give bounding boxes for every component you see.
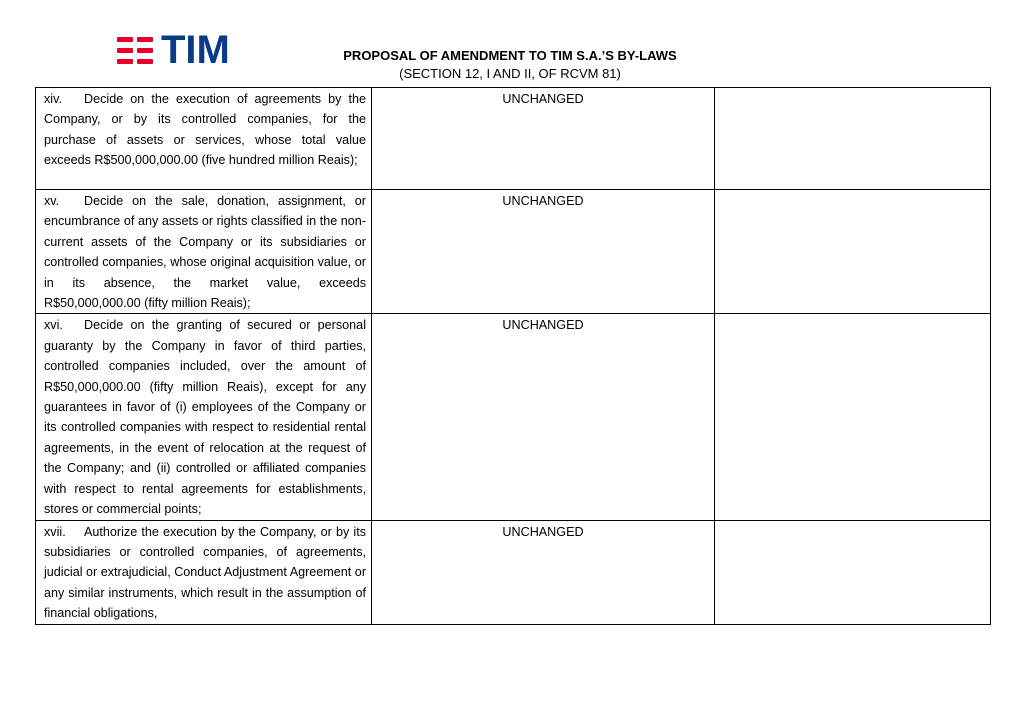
article-cell [36, 314, 372, 520]
status-text: UNCHANGED [502, 194, 584, 208]
article-cell [36, 520, 372, 624]
article-text: Decide on the execution of agreements by the Company, or by its controlled companies, for the purchase of assets or services, whose total value exceeds R$500,000,000.00 (five hundred million Reais); [44, 92, 366, 168]
status-cell [372, 88, 715, 190]
article-number: xv. [44, 194, 60, 208]
article-cell [36, 88, 372, 190]
comment-cell [715, 190, 991, 314]
table-row [36, 88, 991, 190]
article-text: Decide on the sale, donation, assignment, or encumbrance of any assets or rights classified in the non-current assets of the Company or its subsidiaries or controlled companies, whose original acquisition value, or in its absence, the market value, exceeds R$50,000,000.00 (fifty million Reais); [44, 194, 366, 311]
logo-bar [117, 37, 133, 42]
article-number: xvii. [44, 524, 66, 539]
comment-cell [715, 520, 991, 624]
table-row [36, 190, 991, 314]
tim-logo [117, 28, 235, 72]
logo-bar [117, 59, 133, 64]
status-text: UNCHANGED [502, 524, 584, 539]
status-cell [372, 314, 715, 520]
article-cell [36, 190, 372, 314]
status-cell [372, 190, 715, 314]
status-text: UNCHANGED [502, 318, 584, 333]
document-title: PROPOSAL OF AMENDMENT TO TIM S.A.’S BY-LAWS [343, 48, 677, 63]
status-text: UNCHANGED [502, 92, 584, 106]
article-number: xiv. [44, 92, 62, 106]
article-text: Decide on the granting of secured or personal guaranty by the Company in favor of third parties, controlled companies included, over the amount of R$50,000,000.00 (fifty million Reais), except for any guarantees in favor of (i) employees of the Company or its controlled companies with respect to residential rental agreements, in the event of relocation at the request of the Company; and (ii) controlled or affiliated companies with respect to rental agreements for establishments, stores or commercial points; [44, 318, 366, 517]
logo-text: TIM [161, 28, 230, 72]
table-row [36, 520, 991, 624]
document-subtitle: (SECTION 12, I AND II, OF RCVM 81) [399, 66, 621, 81]
table-row [36, 314, 991, 520]
status-cell [372, 520, 715, 624]
article-number: xvi. [44, 318, 63, 333]
comment-cell [715, 88, 991, 190]
logo-bar [117, 48, 133, 53]
comment-cell [715, 314, 991, 520]
article-text: Authorize the execution by the Company, or by its subsidiaries or controlled companies, of agreements, judicial or extrajudicial, Conduct Adjustment Agreement or any similar instruments, which result in the assumption of financial obligations, [44, 524, 367, 621]
logo-bar [137, 37, 153, 42]
logo-bar [137, 59, 153, 64]
bylaws-table [35, 87, 991, 625]
logo-bar [137, 48, 153, 53]
